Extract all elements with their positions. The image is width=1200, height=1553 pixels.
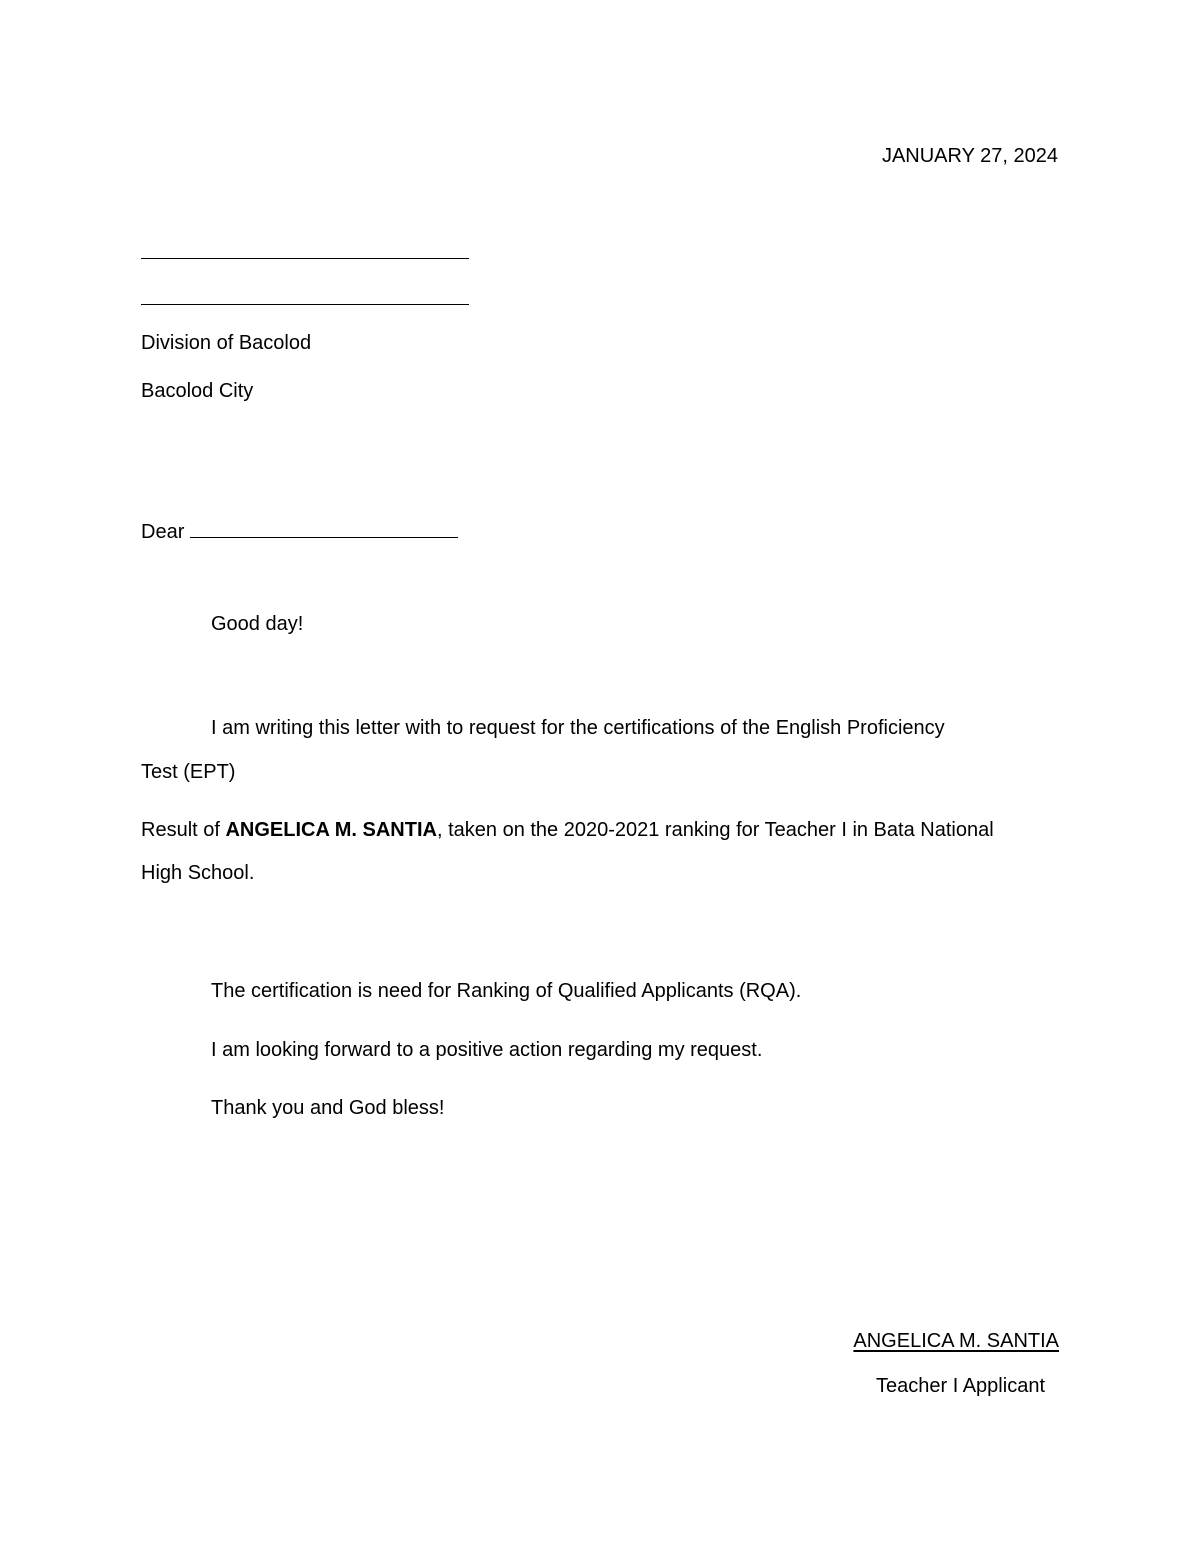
body-paragraph-3: The certification is need for Ranking of Qualified Applicants (RQA). xyxy=(211,980,802,1002)
result-prefix: Result of xyxy=(141,819,226,841)
greeting: Good day! xyxy=(211,613,304,635)
applicant-name-bold: ANGELICA M. SANTIA xyxy=(225,819,437,841)
signature-name: ANGELICA M. SANTIA xyxy=(853,1330,1059,1352)
address-line-2: Bacolod City xyxy=(141,380,254,402)
letter-date: JANUARY 27, 2024 xyxy=(881,145,1058,167)
body-paragraph-2-line-2: High School. xyxy=(141,862,255,884)
recipient-name-blank xyxy=(141,258,469,259)
signature-title: Teacher I Applicant xyxy=(876,1375,1045,1397)
result-suffix: , taken on the 2020-2021 ranking for Teacher I in Bata National xyxy=(436,819,994,841)
body-paragraph-1-line-2: Test (EPT) xyxy=(141,761,236,783)
address-line-1: Division of Bacolod xyxy=(141,332,312,354)
closing-line: Thank you and God bless! xyxy=(211,1097,445,1119)
salutation-blank xyxy=(190,519,458,538)
body-paragraph-2-line-1 xyxy=(141,818,994,842)
salutation xyxy=(141,519,458,544)
recipient-position-blank xyxy=(141,304,469,305)
body-paragraph-1-line-1: I am writing this letter with to request for the certifications of the English Proficiency xyxy=(211,717,945,739)
body-paragraph-4: I am looking forward to a positive action regarding my request. xyxy=(211,1039,763,1061)
salutation-text: Dear xyxy=(141,521,185,543)
